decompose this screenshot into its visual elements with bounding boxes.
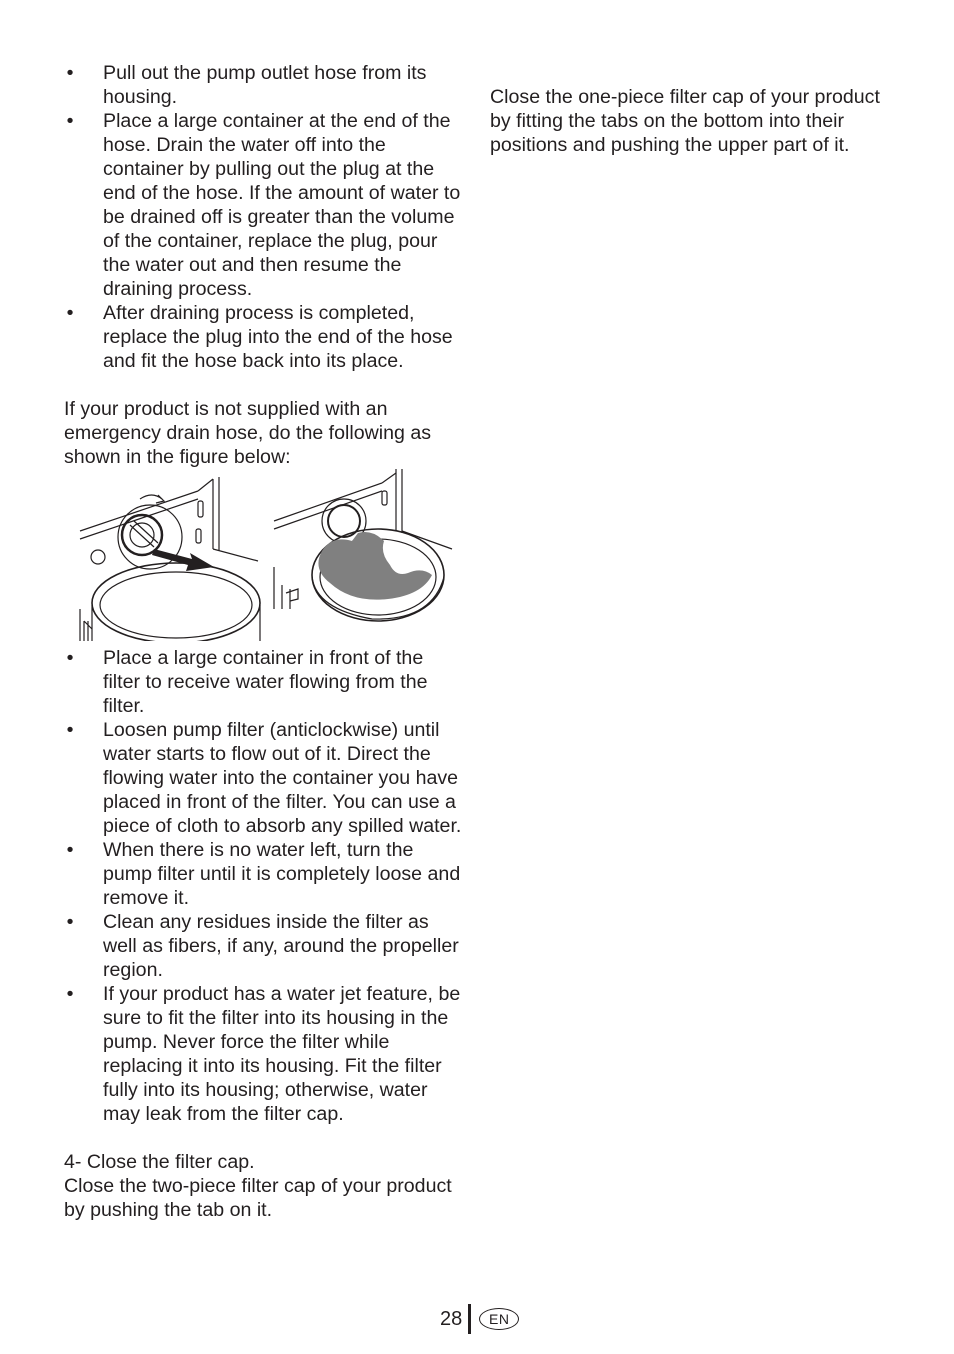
left-column	[64, 61, 464, 1222]
step4-heading: 4- Close the filter cap.	[64, 1151, 255, 1173]
list-item: • Pull out the pump outlet hose from its housing.	[64, 61, 464, 109]
footer-divider	[468, 1304, 471, 1334]
drain-hose-steps	[64, 61, 464, 373]
page-number: 28	[440, 1308, 463, 1330]
list-item: • Loosen pump filter (anticlockwise) until water starts to flow out of it. Direct the flowing water into the container you have placed in front of the filter. You can use a piece of cloth to absorb any spilled water.	[64, 718, 464, 838]
list-item: • If your product has a water jet feature, be sure to fit the filter into its housing in the pump. Never force the filter while replacing it into its housing. Fit the filter fully into its housing; otherwise, water may leak from the filter cap.	[64, 982, 464, 1126]
drain-figure	[64, 469, 464, 641]
list-item: • Place a large container at the end of the hose. Drain the water off into the container by pulling out the plug at the end of the hose. If the amount of water to be drained off is greater than the volume of the container, replace the plug, pour the water out and then resume the draining process.	[64, 109, 464, 301]
step4-text: Close the two-piece filter cap of your product by pushing the tab on it.	[64, 1175, 452, 1221]
filter-steps	[64, 646, 464, 1126]
list-item: • When there is no water left, turn the pump filter until it is completely loose and remove it.	[64, 838, 464, 910]
list-item: • After draining process is completed, replace the plug into the end of the hose and fit the hose back into its place.	[64, 301, 464, 373]
page-footer	[440, 1304, 519, 1334]
one-piece-cap-paragraph: Close the one-piece filter cap of your product by fitting the tabs on the bottom into their positions and pushing the upper part of it.	[490, 86, 880, 156]
language-badge: EN	[479, 1308, 519, 1330]
list-item: • Place a large container in front of the filter to receive water flowing from the filter.	[64, 646, 464, 718]
right-column	[490, 85, 890, 157]
container-with-water-illustration	[272, 469, 458, 641]
list-item: • Clean any residues inside the filter as well as fibers, if any, around the propeller region.	[64, 910, 464, 982]
filter-loosening-illustration	[78, 469, 262, 641]
intro-paragraph: If your product is not supplied with an emergency drain hose, do the following as shown in the figure below:	[64, 398, 432, 468]
